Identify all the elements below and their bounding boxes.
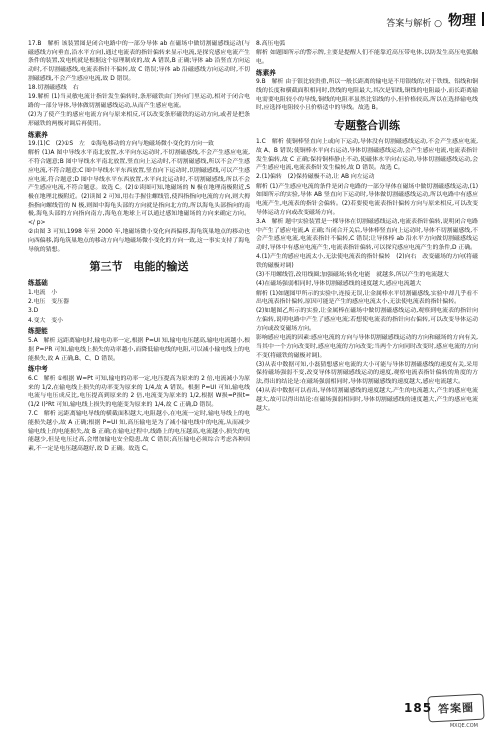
answer-paragraph: 2.(1)偏转 (2)保持磁极不动,让 AB 向左运动	[256, 174, 375, 181]
answer-paragraph: 1.电流 小	[28, 290, 58, 297]
subsection-label: 练素养	[256, 68, 276, 77]
answer-paragraph: 影响感应电流的因素:感应电流的方向与导体切割磁感线运动的方向和磁场的方向有关,当其中一个方向改变时,感应电流的方向改变;当两个方向同时改变时,感应电流的方向不变(将磁铁的磁极对调)。	[256, 335, 478, 359]
section-title: 第三节 电能的输送	[89, 260, 189, 274]
watermark-stamp	[427, 694, 484, 723]
answer-paragraph: 解析 (1)A 图中导线水平南北放置,水平向东运动时,不切割磁感线,不会产生感应电流,不符合题意;B 图中导线水平南北放置,竖直向上运动时,不切割磁感线,所以不会产生感应电流,不符合题意;C 图中导线水平东西放置,竖直向下运动时,切割磁感线,可以产生感应电流,符合题意;D 图中导线水平东西放置,水平向北运动时,不切割磁感线,所以不会产生感应电流,不符合题意。故选 C。(2)①读图可知,地磁场的 N 极在地理南极附近,S 极在地理北极附近。(2)读图 2 可知,用右手握住螺线管,使四指指向电流的方向,则大拇指指向螺线管的 N 极,则图中海龟头部的方向就是指向北方的,所以海龟头部指向的南极,海龟头部的方向指向南方,海龟在地球上可以通过感知地磁场的方向来确定方向。</ p>	[28, 150, 250, 227]
stamp-logo: 答案圈	[437, 701, 475, 716]
stamp-url: MXQE.COM	[449, 723, 478, 729]
answer-paragraph: (4)在磁场强弱相同时,导体切割磁感线的速度越大,感应电流越大	[256, 281, 422, 288]
answer-paragraph: 3.A 解析 题中实验装置是一棵导体在切割磁感线运动,电流表指针偏转,说明闭合电路中产生了感应电流,A 正确;当闭合开关后,导体棒竖直向上运动时,导体不切割磁感线,不会产生感应电流,电流表指针不偏转,C 错误;让导体棒 ab 沿水平方向做切割磁感线运动时,导体中有感应电流产生,电流表指针偏转,可以探究感应电流产生的条件,D 正确。	[256, 218, 478, 252]
right-column	[256, 40, 478, 414]
answer-paragraph: 6.C 解析 ①根据 W=Pt 可知,输电的功率一定,电压提高为原来的 2 倍,电流减小为原来的 1/2,在输电线上损失的功率变为原来的 1/4,故 A 错误。根据 P=UI 可知,输电线电流与电压成反比,电压提高到原来的 2 倍,电流变为原来的 1/2,根据 W损=P损t=(1/2 I)²Rt 可知,输电线上损失的电能变为原来的 1/4,故 C 正确,D 错误。	[28, 375, 250, 409]
page-number: 185	[404, 701, 433, 715]
answer-paragraph: 18.切割磁感线 右	[28, 85, 79, 92]
subsection-label: 练提能	[28, 327, 48, 336]
answer-paragraph: 9.B 解析 由于银比较贵重,所以一般长距离的输电是不用银线的;对于铁线、铝线和铜线的长度和横截面积相同时,铁线的电阻最大,其次是铝线,铜线的电阻最小,而长距离输电需要电阻较小的导线,铜线的电阻率虽然比铝线的小,但价格较高,所以在选择输电线时,应选择电阻较小且价格适中的导线。故选 B。	[256, 79, 478, 112]
answer-paragraph: 19.(1)C (2)①S 左 ②海龟移动的方向与地磁场微小变化的方向一致	[28, 141, 214, 148]
left-column	[28, 40, 250, 454]
answer-paragraph: (2)如题图乙所示的实验,让金属棒在磁场中做切割磁感线运动,观察到电流表的指针向左偏转,说明电路中产生了感应电流;若想使电流表的指针向右偏转,可以改变导体运动方向或改变磁场方向。	[256, 308, 478, 332]
answer-paragraph: ②由图 3 可知,1998 年至 2000 年,地磁场微小变化向西偏移,海龟筑巢地点的移动也向西偏移,海龟筑巢地点的移动方向与地磁场微小变化的方向一致,这一事实支持了海龟导航的猜想。	[28, 229, 250, 253]
subsection-label: 练素养	[28, 130, 48, 139]
answer-paragraph: (2)为了使产生的感应电流方向与原来相反,可以改变条形磁铁的运动方向,或者是把条形磁铁的两极对调后再使用。	[28, 112, 250, 127]
answer-paragraph: 解析 (1)产生感应电流的条件是闭合电路的一部分导体在磁场中做切割磁感线运动,(1)如图所示的实验,导体 AB 竖直向下运动时,导体做切割磁感线运动,所以电路中有感应电流产生,电流表的指针会偏转。(2)若要使电流表指针偏转方向与原来相反,可以改变导体运动方向或改变磁场方向。	[256, 183, 478, 216]
header-divider	[482, 12, 484, 26]
answer-paragraph: (3)从表中数据可知,小磊猜想感应电流的大小可能与导体切割磁感线的速度有关,采用保持磁场强弱不变,改变导体切割磁感线运动的速度,观察电流表指针偏转的角度的方法,得出的结论是:在磁场强弱相同时,导体切割磁感线的速度越大,感应电流越大。	[256, 361, 478, 386]
answer-paragraph: 5.A 解析 远距离输电时,输电功率一定,根据 P=UI 知,输电电压越高,输电电流越小,根据 P=I²R 可知,输电线上损失的功率越小,而降低输电线的电阻,可以减小输电线上的电能损失,故 A 正确,B、C、D 错误。	[28, 338, 250, 362]
answer-paragraph: 3.D	[28, 308, 39, 315]
answer-paragraph: 4.(1)产生的感应电流太小,无法使电流表的指针偏转 (2)向右 改变磁场的方向(将磁铁的磁极对调)	[256, 254, 478, 269]
header-label: 答案与解析 ○	[386, 19, 442, 29]
header-subject: 物理	[448, 13, 476, 29]
answer-paragraph: (4)从表中数据可以看出,导体切割磁感线的速度越大,产生的电流越大,产生的感应电流越大,故可以得出结论:在磁场强弱相同时,导体切割磁感线的速度越大,产生的感应电流越大。	[256, 388, 478, 412]
subsection-label: 练基础	[28, 279, 48, 288]
answer-paragraph: 解析 如题图所示的警示牌,主要是提醒人们不能靠近高压带电体,以防发生高压电弧触电。	[256, 50, 478, 65]
answer-paragraph: 解析 (1)如题图甲所示的实验中,连接无误,让金属棒水平切割磁感线,实验中却几乎看不出电流表指针偏转,原因可能是产生的感应电流太小,无法使电流表的指针偏转。	[256, 290, 479, 306]
answer-paragraph: 8.高压电弧	[256, 41, 286, 47]
page-header	[0, 8, 500, 28]
answer-paragraph: 7.C 解析 远距离输电导线的横截面积越大,电阻越小,在电流一定时,输电导线上的电能损失越小,故 A 正确;根据 P=UI 知,高压输电是为了减小输电线中的电流,从而减少输电线上的电能损失,故 B 正确;在输电过程中,线路上的电压越高,电流越小,损失的电能越少,但是电压过高,会增加输电安全隐患,故 C 错误;高压输电必须综合考虑各种因素,不一定是电压越高越好,故 D 正确。故选 C。	[28, 411, 250, 453]
section-title: 专题整合训练	[334, 119, 400, 133]
answer-paragraph: (3)不用螺线管,改用线圈;加强磁场;转化电能 就越多,所以产生的电流越大	[256, 272, 449, 279]
answer-paragraph: 17.B 解析 该装置图是闭合电路中的一部分导体 ab 在磁场中做切割磁感线运动(与磁感线方向垂直,沿水平方向),通过电流表的指针偏转来显示电流,是探究感应电流产生条件的装置,发电机就是根据这个原理制成的,故 A 错误,B 正确;导体 ab 沿竖直方向运动时,不切割磁感线,电流表指针不偏转,故 C 错误;导体 ab 沿磁感线方向运动时,不切割磁感线,不会产生感应电流,故 D 错误。	[28, 41, 250, 82]
answer-paragraph: 4.变大 变小	[28, 317, 64, 324]
subsection-label: 练中考	[28, 365, 48, 374]
answer-paragraph: 2.电压 变压器	[28, 299, 69, 306]
answer-paragraph: 1.C 解析 使铜棒竖直向上或向下运动,导体没有切割磁感线运动,不会产生感应电流,故 A、B 错误;使铜棒水平向右运动,导体切割磁感线运动,会产生感应电流,电流表指针发生偏转,故 C 正确;保持铜棒静止不动,使磁体水平向右运动,导体切割磁感线运动,会产生感应电流,电流表指针发生偏转,故 D 错误。故选 C。	[256, 139, 478, 172]
answer-paragraph: 19.解析 (1)当灵敏电流计指针发生偏转时,条形磁铁由门外向门里运动,相对于闭合电路的一部分导体,导体做切割磁感线运动,从而产生感应电流。	[28, 94, 250, 109]
